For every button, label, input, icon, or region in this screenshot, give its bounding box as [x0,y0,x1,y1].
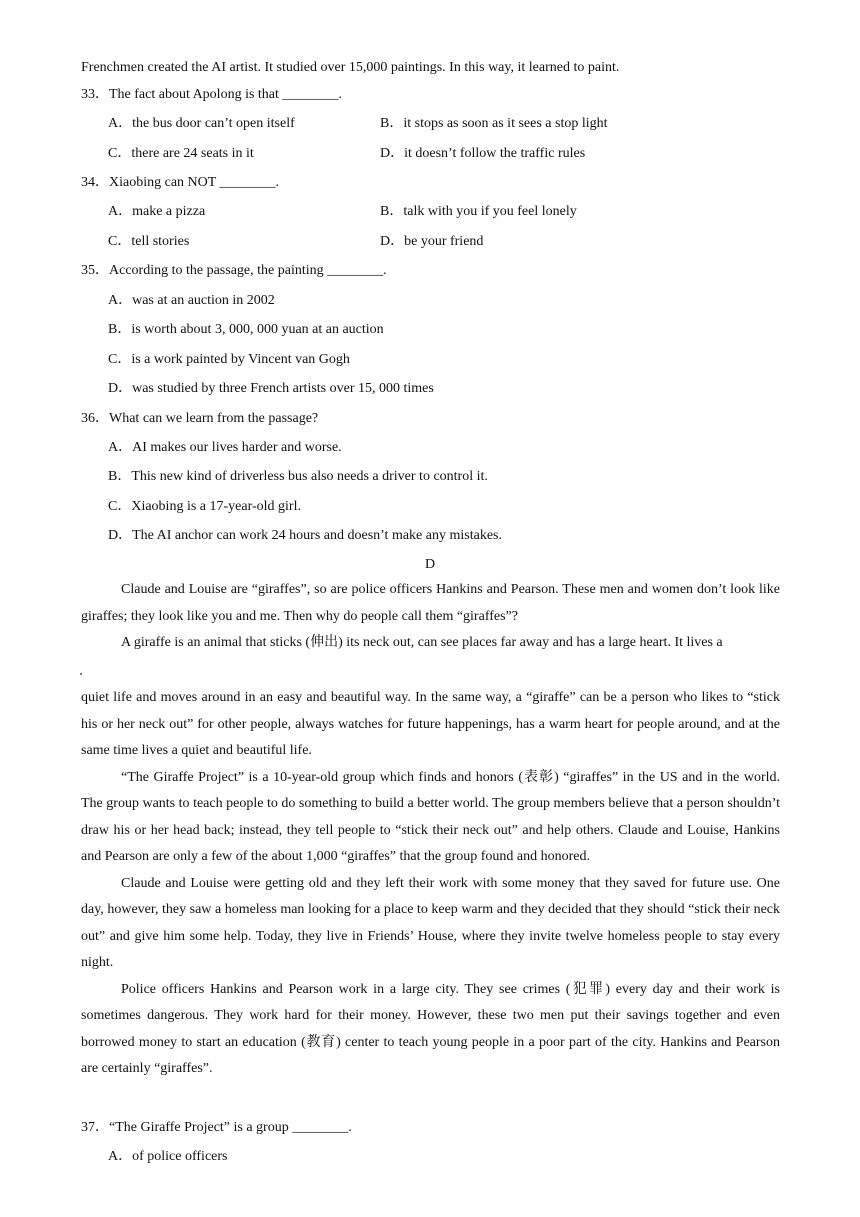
lead-line: Frenchmen created the AI artist. It studied over 15,000 paintings. In this way, it learned to paint. [81,60,620,75]
question-35-stem: 35．According to the passage, the painting ________. [81,263,387,278]
passage-paragraph-2-end: quiet life and moves around in an easy and beautiful way. In the same way, a “giraffe” can be a person who likes to “stick his or her neck out” for other people, always watches for future happenings, has a warm heart for people around, and at the same time lives a quiet and beautiful life. [81,690,780,758]
passage-block-2 [81,685,780,1083]
question-36-option-d: D．The AI anchor can work 24 hours and doesn’t make any mistakes. [108,528,502,543]
passage-paragraph-2-start: A giraffe is an animal that sticks (伸出) its neck out, can see places far away and has a large heart. It lives a [121,635,723,650]
question-33-option-d: D．it doesn’t follow the traffic rules [380,146,586,161]
question-33-option-c: C．there are 24 seats in it [108,146,254,161]
question-37-stem: 37．“The Giraffe Project” is a group ________. [81,1120,352,1135]
question-35-option-b: B．is worth about 3, 000, 000 yuan at an auction [108,322,384,337]
question-36-option-a: A．AI makes our lives harder and worse. [108,440,342,455]
question-34-option-c: C．tell stories [108,234,190,249]
question-35-option-c: C．is a work painted by Vincent van Gogh [108,352,350,367]
question-34-option-a: A．make a pizza [108,204,206,219]
question-36-option-b: B．This new kind of driverless bus also needs a driver to control it. [108,469,488,484]
question-34-stem: 34．Xiaobing can NOT ________. [81,175,280,190]
passage-paragraph-1: Claude and Louise are “giraffes”, so are police officers Hankins and Pearson. These men and women don’t look like giraffes; they look like you and me. Then why do people call them “giraffes”? [81,582,780,624]
question-34-option-b: B．talk with you if you feel lonely [380,204,577,219]
question-35-option-d: D．was studied by three French artists over 15, 000 times [108,381,434,396]
question-34-option-d: D．be your friend [380,234,484,249]
passage-paragraph-5: Police officers Hankins and Pearson work in a large city. They see crimes (犯罪) every day and their work is sometimes dangerous. They work hard for their money. However, these two men put their savings together and even borrowed money to start an education (教育) center to teach young people in a poor part of the city. Hankins and Pearson are certainly “giraffes”. [81,981,780,1076]
question-36-option-c: C．Xiaobing is a 17-year-old girl. [108,499,301,514]
question-33-option-b: B．it stops as soon as it sees a stop light [380,116,608,131]
section-heading: D [424,557,436,572]
question-35-option-a: A．was at an auction in 2002 [108,293,275,308]
passage-block-1 [81,577,780,657]
passage-paragraph-4: Claude and Louise were getting old and they left their work with some money that they saved for future use. One day, however, they saw a homeless man looking for a place to keep warm and they decided that they should “stick their neck out” and give him some help. Today, they live in Friends’ House, where they invite twelve homeless people to stay every night. [81,875,780,970]
question-33-stem: 33．The fact about Apolong is that ________. [81,87,342,102]
question-37-option-a: A．of police officers [108,1149,228,1164]
passage-paragraph-3: “The Giraffe Project” is a 10-year-old group which finds and honors (表彰) “giraffes” in the US and in the world. The group wants to teach people to do something to build a better world. The group members believe that a person shouldn’t draw his or her head back; instead, they tell people to “stick their neck out” and help others. Claude and Louise, Hankins and Pearson are only a few of the about 1,000 “giraffes” that the group found and honored. [81,769,780,864]
question-33-option-a: A．the bus door can’t open itself [108,116,295,131]
question-36-stem: 36．What can we learn from the passage? [81,411,319,426]
stray-dot [80,673,82,675]
